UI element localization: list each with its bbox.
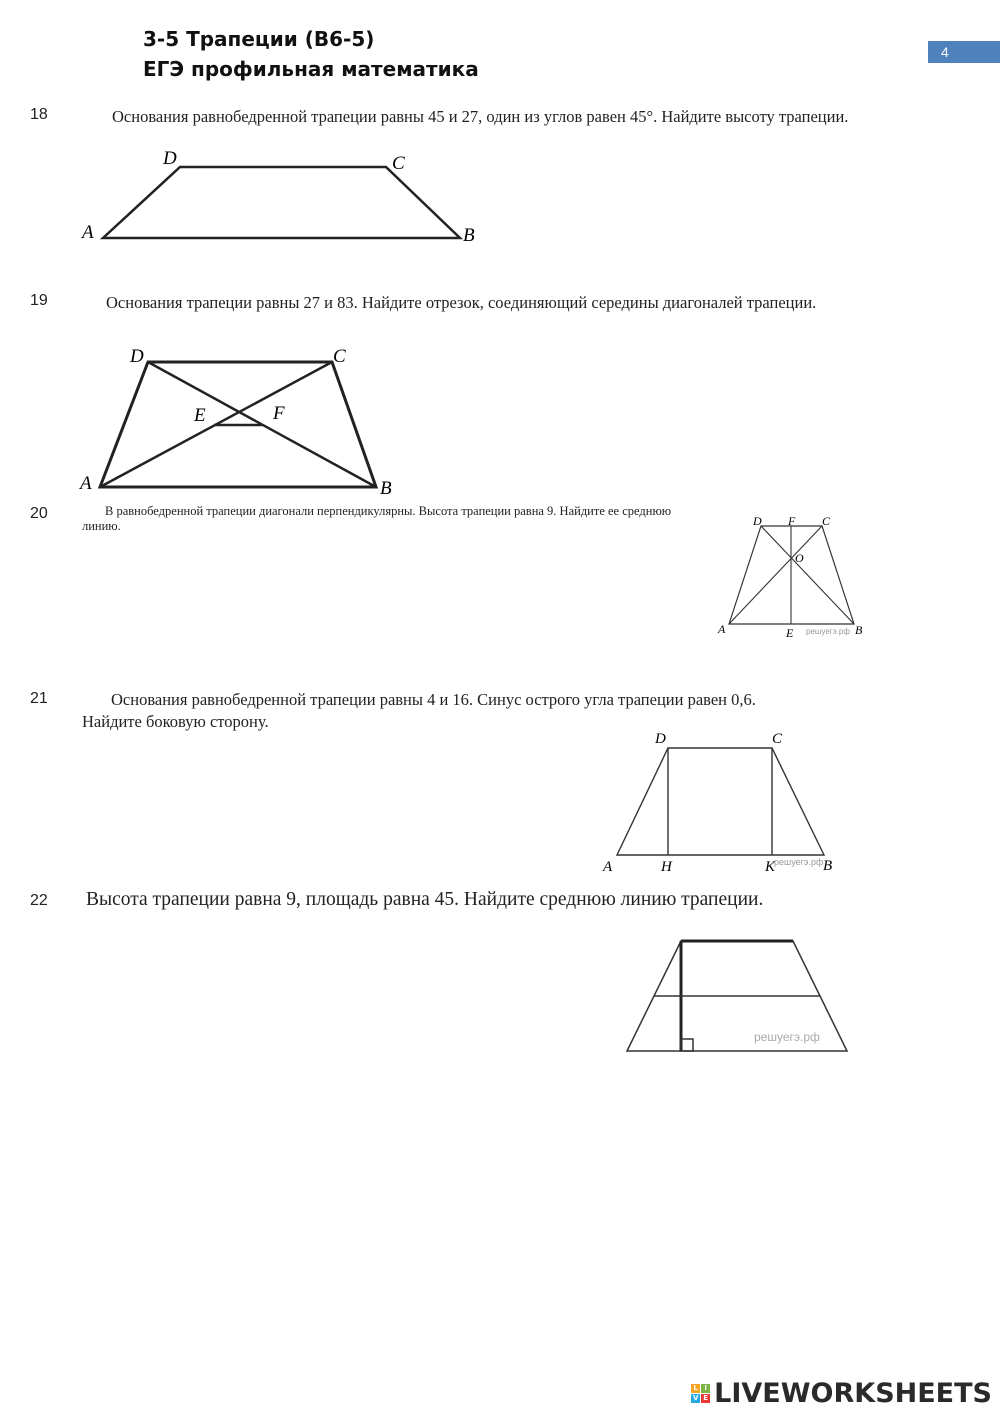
label-b: B <box>823 858 833 874</box>
watermark: решуегэ.рф <box>774 857 824 867</box>
liveworksheets-logo <box>691 1376 992 1410</box>
task-18-number: 18 <box>30 106 48 123</box>
brand-name: LIVEWORKSHEETS <box>714 1377 992 1409</box>
label-f: F <box>788 514 796 528</box>
label-b: B <box>463 225 475 246</box>
title-line-2: ЕГЭ профильная математика <box>143 57 479 81</box>
label-b: B <box>380 478 392 499</box>
label-d: D <box>655 731 666 747</box>
label-f: F <box>273 403 285 424</box>
label-c: C <box>772 731 783 747</box>
label-c: C <box>822 514 831 528</box>
logo-letter-e: E <box>701 1394 710 1403</box>
label-e: E <box>194 405 206 426</box>
task-21-number: 21 <box>30 690 48 707</box>
watermark: решуегэ.рф <box>806 627 850 636</box>
task-20-number: 20 <box>30 505 48 522</box>
task-19-number: 19 <box>30 292 48 309</box>
task-22-text: Высота трапеции равна 9, площадь равна 45. Найдите среднюю линию трапеции. <box>86 889 764 910</box>
label-d: D <box>163 148 177 169</box>
logo-letter-i: I <box>701 1384 710 1393</box>
label-a: A <box>603 859 613 875</box>
label-b: B <box>855 623 863 637</box>
watermark: решуегэ.рф <box>754 1030 820 1044</box>
title-line-1: 3-5 Трапеции (B6-5) <box>143 27 375 51</box>
page-number-badge: 4 <box>928 41 1000 63</box>
label-c: C <box>392 153 405 174</box>
label-k: K <box>765 859 776 875</box>
label-a: A <box>718 622 726 636</box>
task-21-text-line-2: Найдите боковую сторону. <box>82 712 269 731</box>
logo-mark-icon <box>691 1384 710 1403</box>
logo-letter-l: L <box>691 1384 700 1393</box>
right-angle-mark <box>681 1039 693 1051</box>
task-22-number: 22 <box>30 892 48 909</box>
task-19-text: Основания трапеции равны 27 и 83. Найдите отрезок, соединяющий середины диагоналей трапеции. <box>106 293 817 312</box>
task-18-text: Основания равнобедренной трапеции равны 45 и 27, один из углов равен 45°. Найдите высоту трапеции. <box>112 107 849 126</box>
label-h: H <box>661 859 672 875</box>
label-d: D <box>130 346 144 367</box>
label-e: E <box>786 626 794 640</box>
task-20-text: В равнобедренной трапеции диагонали перпендикулярны. Высота трапеции равна 9. Найдите ее среднюю линию. <box>82 504 672 533</box>
task-21-text-line-1: Основания равнобедренной трапеции равны 4 и 16. Синус острого угла трапеции равен 0,6. <box>111 690 756 709</box>
label-c: C <box>333 346 346 367</box>
label-a: A <box>82 222 94 243</box>
label-d: D <box>753 514 762 528</box>
label-a: A <box>80 473 92 494</box>
label-o: O <box>795 551 804 565</box>
logo-letter-v: V <box>692 1393 699 1402</box>
